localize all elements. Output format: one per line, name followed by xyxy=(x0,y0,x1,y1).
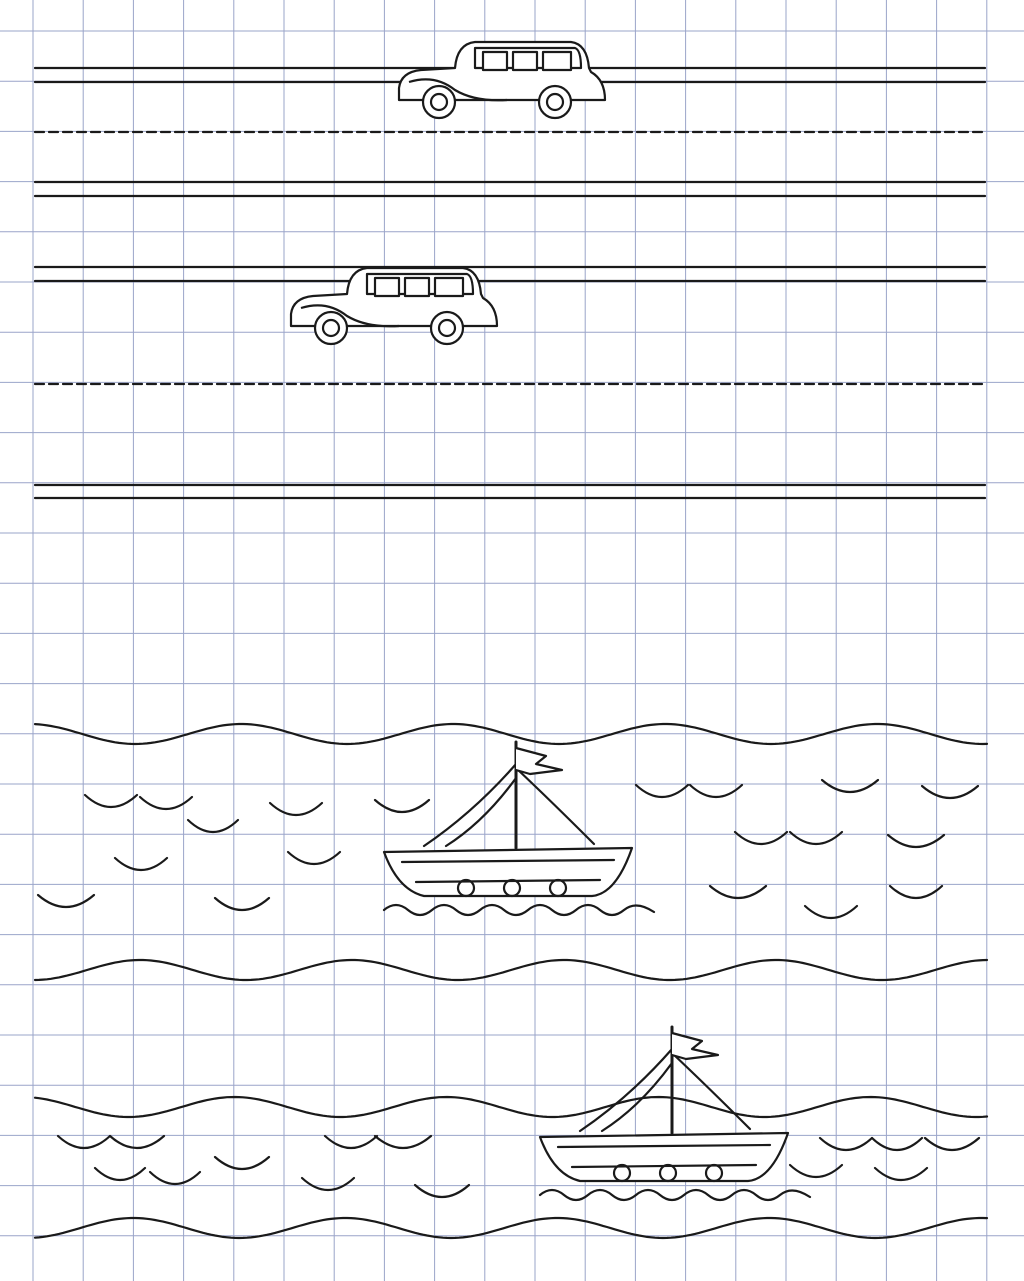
ripple-arc xyxy=(188,820,238,832)
sea-section xyxy=(35,724,987,1238)
boat-hull xyxy=(384,848,632,896)
road-section xyxy=(35,68,985,498)
ripple-arc xyxy=(636,785,688,797)
ripple-arc xyxy=(288,852,340,864)
ripple-arc xyxy=(790,1165,842,1177)
ripple-arc xyxy=(115,858,167,870)
wave-line xyxy=(35,1097,987,1117)
ripple-arc xyxy=(415,1185,469,1197)
boat-hull xyxy=(540,1133,788,1181)
wave-line xyxy=(35,960,987,980)
ripple-arc xyxy=(820,1138,872,1150)
ripple-arc xyxy=(325,1136,377,1148)
ripple-arc xyxy=(58,1136,110,1148)
car-hubcap xyxy=(431,94,447,110)
car-window xyxy=(375,278,399,296)
sail-rope xyxy=(516,768,594,844)
car-window xyxy=(405,278,429,296)
car-window xyxy=(543,52,571,70)
car-window xyxy=(483,52,507,70)
wave-line xyxy=(35,1218,987,1238)
car-hubcap xyxy=(439,320,455,336)
boats xyxy=(384,742,810,1200)
car-icon xyxy=(399,42,605,118)
ripple-arc xyxy=(375,800,429,812)
ripple-arc xyxy=(922,786,978,798)
sail-rope xyxy=(580,1049,672,1131)
boat-flag xyxy=(516,748,562,774)
ripple-arc xyxy=(375,1136,431,1148)
ripple-arc xyxy=(822,780,878,792)
cars xyxy=(291,42,605,344)
car-window xyxy=(435,278,463,296)
ripple-arc xyxy=(302,1178,354,1190)
ripple-arc xyxy=(38,895,94,907)
boat-flag xyxy=(672,1033,718,1059)
ripple-arc xyxy=(890,886,942,898)
ripple-arc xyxy=(270,803,322,815)
sail-rope xyxy=(672,1053,750,1129)
ripple-arc xyxy=(85,795,137,807)
ripple-arc xyxy=(690,785,742,797)
ripple-arc xyxy=(140,797,192,809)
boat-wake xyxy=(540,1190,810,1200)
sailboat-icon xyxy=(384,742,654,915)
ripple-arc xyxy=(872,1138,922,1150)
ripple-arc xyxy=(805,906,857,918)
ripple-arc xyxy=(888,835,944,847)
sail-rope xyxy=(446,778,516,846)
ripple-arc xyxy=(110,1136,164,1148)
car-hubcap xyxy=(547,94,563,110)
car-window xyxy=(513,52,537,70)
ripple-arc xyxy=(710,886,766,898)
ripple-arc xyxy=(875,1168,927,1180)
ripple-arc xyxy=(215,898,269,910)
ripple-arc xyxy=(150,1172,200,1184)
ripple-arc xyxy=(215,1157,269,1169)
boat-wake xyxy=(384,905,654,915)
ripple-arc xyxy=(925,1138,979,1150)
ripple-arc xyxy=(95,1168,145,1180)
car-hubcap xyxy=(323,320,339,336)
